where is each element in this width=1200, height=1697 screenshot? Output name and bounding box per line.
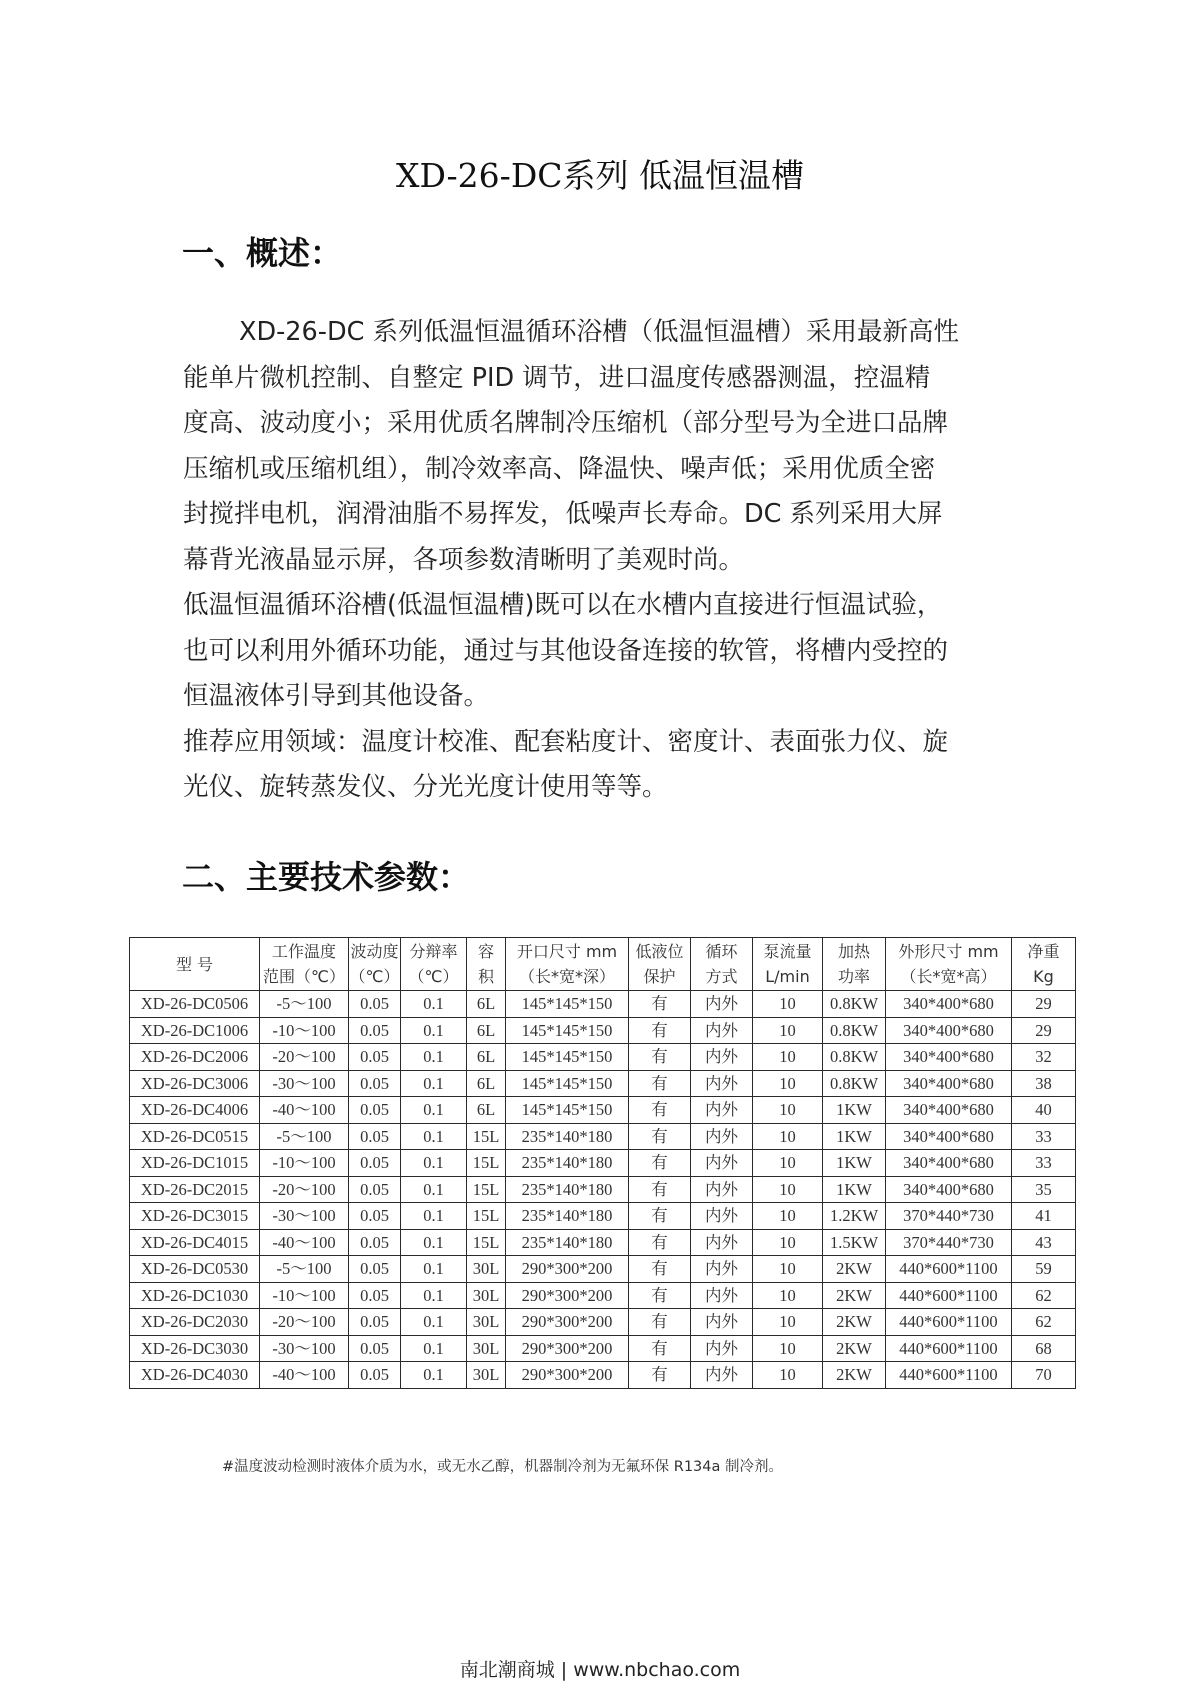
table-cell: 290*300*200 (506, 1282, 629, 1309)
table-cell: XD-26-DC3030 (130, 1335, 260, 1362)
column-header-line1: 低液位 (635, 942, 684, 961)
table-cell: 0.1 (401, 1229, 467, 1256)
page-footer: 南北潮商城 | www.nbchao.com (459, 1659, 741, 1681)
table-row (130, 1282, 1076, 1309)
table-cell: 2KW (823, 1282, 886, 1309)
table-row (130, 1123, 1076, 1150)
table-cell: 30L (467, 1309, 506, 1336)
table-cell: -10～100 (260, 1150, 349, 1177)
table-cell: 290*300*200 (506, 1256, 629, 1283)
table-cell: 0.1 (401, 1203, 467, 1230)
table-cell: 70 (1012, 1362, 1076, 1389)
column-header-line2: （长*宽*深） (518, 967, 615, 986)
text-line: 也可以利用外循环功能，通过与其他设备连接的软管，将槽内受控的 (183, 635, 949, 666)
table-cell: 235*140*180 (506, 1150, 629, 1177)
table-cell: 10 (753, 1044, 823, 1071)
table-cell: 41 (1012, 1203, 1076, 1230)
table-cell: 0.05 (349, 1256, 401, 1283)
table-cell: XD-26-DC1015 (130, 1150, 260, 1177)
table-cell: 32 (1012, 1044, 1076, 1071)
table-cell: XD-26-DC1030 (130, 1282, 260, 1309)
table-cell: 440*600*1100 (886, 1362, 1012, 1389)
table-cell: 370*440*730 (886, 1203, 1012, 1230)
table-cell: 33 (1012, 1150, 1076, 1177)
table-cell: 145*145*150 (506, 1070, 629, 1097)
column-header-line2: 积 (477, 967, 494, 986)
table-cell: 有 (629, 991, 691, 1018)
table-cell: 内外 (691, 1097, 753, 1124)
table-cell: 有 (629, 1097, 691, 1124)
column-header-line1: 循环 (705, 942, 738, 961)
table-cell: 290*300*200 (506, 1309, 629, 1336)
table-cell: 340*400*680 (886, 1070, 1012, 1097)
column-header (629, 938, 691, 991)
table-cell: 有 (629, 1044, 691, 1071)
table-cell: 1.5KW (823, 1229, 886, 1256)
text-line: 压缩机或压缩机组），制冷效率高、降温快、噪声低；采用优质全密 (183, 453, 936, 484)
table-cell: 145*145*150 (506, 991, 629, 1018)
table-cell: 29 (1012, 991, 1076, 1018)
table-row (130, 1256, 1076, 1283)
table-cell: 0.05 (349, 1229, 401, 1256)
text-line: 恒温液体引导到其他设备。 (183, 681, 490, 711)
table-cell: 6L (467, 1070, 506, 1097)
column-header-line1: 工作温度 (271, 942, 336, 961)
table-cell: 145*145*150 (506, 1044, 629, 1071)
table-cell: 0.1 (401, 1150, 467, 1177)
table-cell: XD-26-DC2030 (130, 1309, 260, 1336)
table-cell: 38 (1012, 1070, 1076, 1097)
table-cell: 340*400*680 (886, 1176, 1012, 1203)
table-cell: -10～100 (260, 1282, 349, 1309)
table-cell: 0.05 (349, 1203, 401, 1230)
table-cell: 440*600*1100 (886, 1309, 1012, 1336)
table-cell: XD-26-DC0530 (130, 1256, 260, 1283)
table-cell: 10 (753, 1017, 823, 1044)
table-cell: 0.1 (401, 1123, 467, 1150)
table-cell: XD-26-DC3006 (130, 1070, 260, 1097)
table-cell: 1.2KW (823, 1203, 886, 1230)
table-cell: 340*400*680 (886, 1044, 1012, 1071)
paragraph-applications (183, 720, 1043, 811)
table-cell: 有 (629, 1362, 691, 1389)
table-cell: 33 (1012, 1123, 1076, 1150)
table-cell: 0.8KW (823, 1017, 886, 1044)
table-cell: 290*300*200 (506, 1335, 629, 1362)
table-cell: 440*600*1100 (886, 1282, 1012, 1309)
table-cell: 340*400*680 (886, 991, 1012, 1018)
table-cell: 0.1 (401, 1017, 467, 1044)
table-row (130, 1070, 1076, 1097)
column-header-line1: 容 (477, 942, 494, 961)
table-cell: XD-26-DC1006 (130, 1017, 260, 1044)
column-header-line2: 方式 (705, 967, 738, 986)
table-cell: 10 (753, 1256, 823, 1283)
text-line: 封搅拌电机，润滑油脂不易挥发，低噪声长寿命。DC 系列采用大屏 (183, 499, 943, 529)
table-cell: 0.05 (349, 991, 401, 1018)
column-header-line1: 开口尺寸 mm (516, 942, 618, 961)
table-cell: 0.1 (401, 1176, 467, 1203)
table-header-row (130, 938, 1076, 991)
table-cell: 0.1 (401, 1309, 467, 1336)
table-cell: 10 (753, 1150, 823, 1177)
table-body (130, 991, 1076, 1389)
overview-text (183, 310, 1043, 811)
paragraph-description (183, 310, 1043, 583)
column-header-line2: 保护 (643, 967, 676, 986)
table-cell: 6L (467, 1097, 506, 1124)
column-header (349, 938, 401, 991)
table-cell: 340*400*680 (886, 1097, 1012, 1124)
document-title: XD-26-DC系列 低温恒温槽 (395, 156, 805, 195)
table-cell: 1KW (823, 1123, 886, 1150)
table-row (130, 991, 1076, 1018)
table-cell: 0.8KW (823, 991, 886, 1018)
table-cell: XD-26-DC0506 (130, 991, 260, 1018)
column-header (691, 938, 753, 991)
table-cell: 235*140*180 (506, 1123, 629, 1150)
table-cell: 内外 (691, 1229, 753, 1256)
table-cell: 0.05 (349, 1362, 401, 1389)
table-cell: 0.1 (401, 1070, 467, 1097)
table-cell: 内外 (691, 1176, 753, 1203)
table-cell: 10 (753, 1097, 823, 1124)
column-header-line2: 功率 (837, 967, 870, 986)
column-header (401, 938, 467, 991)
table-cell: 440*600*1100 (886, 1256, 1012, 1283)
table-row (130, 1044, 1076, 1071)
section-heading-specs: 二、主要技术参数： (182, 858, 471, 896)
table-cell: 有 (629, 1176, 691, 1203)
table-cell: -30～100 (260, 1070, 349, 1097)
table-cell: 15L (467, 1150, 506, 1177)
table-cell: XD-26-DC4006 (130, 1097, 260, 1124)
column-header-line1: 型 号 (175, 954, 214, 974)
column-header-line2: （℃） (408, 967, 459, 986)
table-cell: 30L (467, 1362, 506, 1389)
table-cell: 15L (467, 1229, 506, 1256)
table-cell: 0.05 (349, 1070, 401, 1097)
table-cell: 内外 (691, 1309, 753, 1336)
table-cell: XD-26-DC2015 (130, 1176, 260, 1203)
table-cell: 15L (467, 1123, 506, 1150)
table-footnote: #温度波动检测时液体介质为水，或无水乙醇，机器制冷剂为无氟环保 R134a 制冷剂。 (222, 1459, 784, 1475)
text-line: 能单片微机控制、自整定 PID 调节，进口温度传感器测温，控温精 (183, 362, 931, 393)
table-row (130, 1309, 1076, 1336)
table-cell: 145*145*150 (506, 1097, 629, 1124)
table-cell: -40～100 (260, 1362, 349, 1389)
table-cell: 10 (753, 1309, 823, 1336)
table-cell: 1KW (823, 1176, 886, 1203)
table-row (130, 1150, 1076, 1177)
table-cell: 0.05 (349, 1017, 401, 1044)
column-header (260, 938, 349, 991)
table-cell: 2KW (823, 1335, 886, 1362)
table-cell: 62 (1012, 1282, 1076, 1309)
table-cell: 2KW (823, 1256, 886, 1283)
table-cell: 340*400*680 (886, 1150, 1012, 1177)
table-cell: XD-26-DC4030 (130, 1362, 260, 1389)
table-row (130, 1097, 1076, 1124)
table-cell: -20～100 (260, 1309, 349, 1336)
table-row (130, 1335, 1076, 1362)
table-cell: 235*140*180 (506, 1176, 629, 1203)
column-header-line2: L/min (765, 967, 810, 986)
table-cell: 2KW (823, 1309, 886, 1336)
column-header-line2: （长*宽*高） (900, 967, 997, 986)
table-cell: 0.8KW (823, 1044, 886, 1071)
table-cell: 59 (1012, 1256, 1076, 1283)
table-cell: 62 (1012, 1309, 1076, 1336)
column-header-line1: 外形尺寸 mm (898, 942, 999, 961)
table-cell: 0.05 (349, 1282, 401, 1309)
table-cell: 6L (467, 991, 506, 1018)
column-header (506, 938, 629, 991)
table-cell: 有 (629, 1229, 691, 1256)
table-cell: 有 (629, 1282, 691, 1309)
table-cell: 29 (1012, 1017, 1076, 1044)
table-cell: 内外 (691, 1282, 753, 1309)
table-cell: XD-26-DC4015 (130, 1229, 260, 1256)
table-cell: 10 (753, 1123, 823, 1150)
table-cell: 0.05 (349, 1335, 401, 1362)
table-cell: 340*400*680 (886, 1123, 1012, 1150)
text-line: 推荐应用领域：温度计校准、配套粘度计、密度计、表面张力仪、旋 (183, 726, 949, 757)
table-cell: 内外 (691, 1070, 753, 1097)
table-cell: 0.05 (349, 1123, 401, 1150)
table-cell: 0.1 (401, 1256, 467, 1283)
column-header-line1: 加热 (837, 942, 870, 961)
column-header-line2: 范围（℃） (263, 967, 345, 986)
table-cell: 40 (1012, 1097, 1076, 1124)
column-header-line1: 净重 (1027, 942, 1060, 961)
table-cell: -10～100 (260, 1017, 349, 1044)
table-cell: 内外 (691, 1123, 753, 1150)
table-cell: 0.1 (401, 991, 467, 1018)
table-cell: 内外 (691, 1335, 753, 1362)
table-cell: 30L (467, 1282, 506, 1309)
table-cell: 0.05 (349, 1309, 401, 1336)
table-cell: 0.05 (349, 1044, 401, 1071)
column-header-line1: 泵流量 (763, 942, 812, 961)
table-cell: -5～100 (260, 1123, 349, 1150)
table-cell: 2KW (823, 1362, 886, 1389)
column-header-line1: 分辩率 (409, 942, 458, 961)
table-cell: 440*600*1100 (886, 1335, 1012, 1362)
section-heading-overview: 一、概述： (182, 234, 343, 272)
table-cell: 内外 (691, 1203, 753, 1230)
table-cell: 290*300*200 (506, 1362, 629, 1389)
table-cell: 有 (629, 1309, 691, 1336)
paragraph-usage (183, 583, 1043, 720)
table-cell: 370*440*730 (886, 1229, 1012, 1256)
table-cell: 有 (629, 1335, 691, 1362)
table-cell: 有 (629, 1256, 691, 1283)
table-cell: 有 (629, 1070, 691, 1097)
text-line: 度高、波动度小；采用优质名牌制冷压缩机（部分型号为全进口品牌 (183, 408, 949, 438)
table-row (130, 1362, 1076, 1389)
column-header (823, 938, 886, 991)
column-header-line2: Kg (1033, 967, 1054, 986)
column-header (1012, 938, 1076, 991)
table-cell: 235*140*180 (506, 1203, 629, 1230)
table-cell: XD-26-DC3015 (130, 1203, 260, 1230)
table-cell: 0.1 (401, 1044, 467, 1071)
table-cell: 68 (1012, 1335, 1076, 1362)
text-line: 光仪、旋转蒸发仪、分光光度计使用等等。 (183, 772, 668, 802)
table-cell: 0.1 (401, 1282, 467, 1309)
table-cell: -5～100 (260, 991, 349, 1018)
table-cell: 0.05 (349, 1097, 401, 1124)
table-cell: 有 (629, 1017, 691, 1044)
table-cell: -20～100 (260, 1176, 349, 1203)
column-header-line1: 波动度 (350, 942, 399, 961)
table-cell: 6L (467, 1017, 506, 1044)
table-row (130, 1017, 1076, 1044)
table-cell: 有 (629, 1150, 691, 1177)
table-cell: -40～100 (260, 1229, 349, 1256)
table-cell: 10 (753, 991, 823, 1018)
table-cell: 6L (467, 1044, 506, 1071)
table-cell: 10 (753, 1176, 823, 1203)
table-cell: 10 (753, 1203, 823, 1230)
table-cell: 有 (629, 1203, 691, 1230)
table-cell: 0.05 (349, 1150, 401, 1177)
table-cell: 10 (753, 1335, 823, 1362)
table-cell: 内外 (691, 991, 753, 1018)
table-cell: 15L (467, 1203, 506, 1230)
table-cell: 0.1 (401, 1335, 467, 1362)
table-cell: 35 (1012, 1176, 1076, 1203)
column-header (886, 938, 1012, 991)
text-line: 幕背光液晶显示屏，各项参数清晰明了美观时尚。 (183, 544, 745, 575)
table-cell: 内外 (691, 1044, 753, 1071)
table-cell: 15L (467, 1176, 506, 1203)
column-header (467, 938, 506, 991)
table-cell: XD-26-DC0515 (130, 1123, 260, 1150)
table-cell: 30L (467, 1256, 506, 1283)
table-cell: 1KW (823, 1150, 886, 1177)
table-cell: 0.05 (349, 1176, 401, 1203)
table-cell: 内外 (691, 1017, 753, 1044)
table-cell: 0.8KW (823, 1070, 886, 1097)
table-cell: 10 (753, 1229, 823, 1256)
text-line: XD-26-DC 系列低温恒温循环浴槽（低温恒温槽）采用最新高性 (239, 317, 960, 347)
table-cell: 340*400*680 (886, 1017, 1012, 1044)
table-cell: 43 (1012, 1229, 1076, 1256)
table-cell: 10 (753, 1362, 823, 1389)
table-cell: -40～100 (260, 1097, 349, 1124)
table-cell: 145*145*150 (506, 1017, 629, 1044)
table-cell: 1KW (823, 1097, 886, 1124)
table-cell: 内外 (691, 1256, 753, 1283)
table-cell: -5～100 (260, 1256, 349, 1283)
column-header (753, 938, 823, 991)
table-cell: XD-26-DC2006 (130, 1044, 260, 1071)
table-cell: 内外 (691, 1362, 753, 1389)
table-row (130, 1176, 1076, 1203)
table-cell: 内外 (691, 1150, 753, 1177)
table-cell: -30～100 (260, 1203, 349, 1230)
table-cell: 30L (467, 1335, 506, 1362)
spec-table (129, 937, 1076, 1389)
table-cell: 10 (753, 1282, 823, 1309)
table-row (130, 1203, 1076, 1230)
table-row (130, 1229, 1076, 1256)
table-cell: 0.1 (401, 1362, 467, 1389)
table-cell: 10 (753, 1070, 823, 1097)
text-line: 低温恒温循环浴槽(低温恒温槽)既可以在水槽内直接进行恒温试验， (183, 590, 943, 620)
table-cell: -20～100 (260, 1044, 349, 1071)
table-cell: -30～100 (260, 1335, 349, 1362)
table-cell: 235*140*180 (506, 1229, 629, 1256)
table-cell: 有 (629, 1123, 691, 1150)
table-cell: 0.1 (401, 1097, 467, 1124)
column-header (130, 938, 260, 991)
column-header-line2: （℃） (349, 967, 400, 986)
